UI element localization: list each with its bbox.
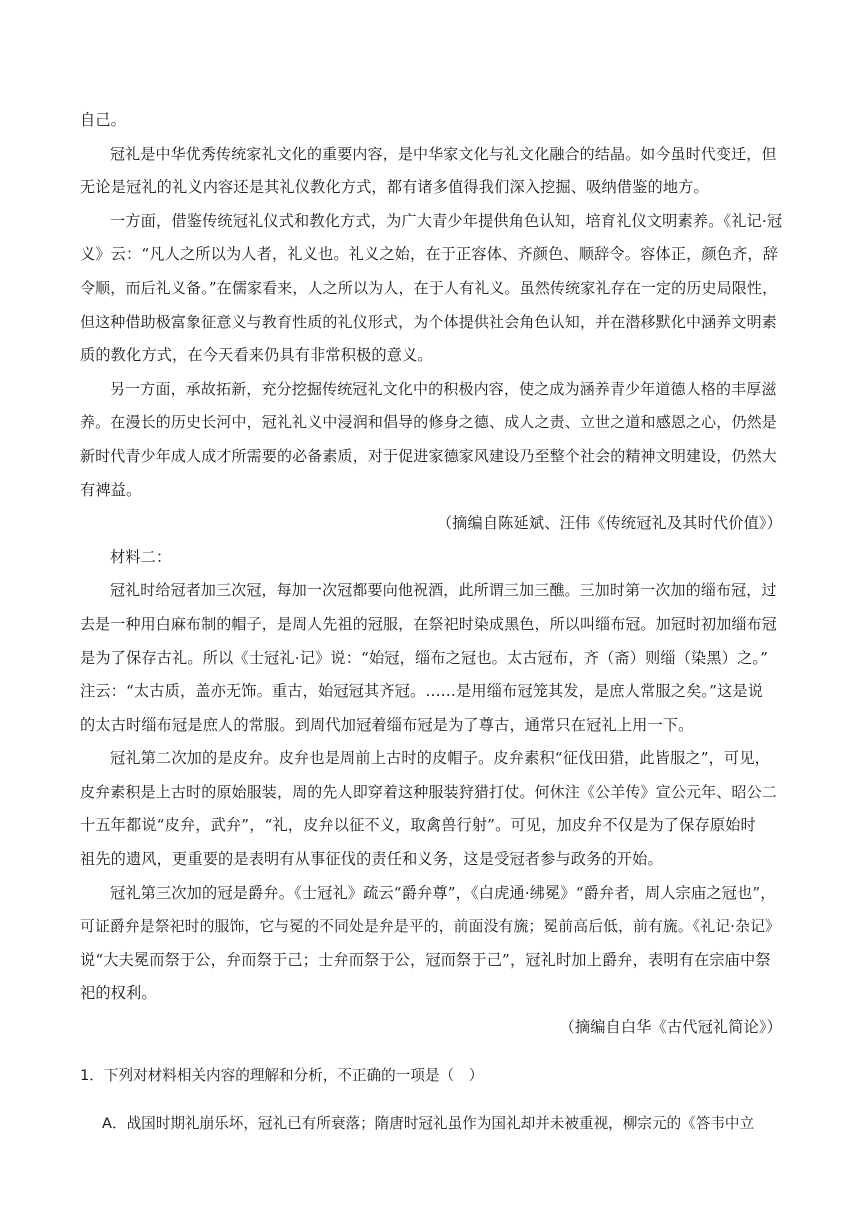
text-line: 义》云：“凡人之所以为人者，礼义也。礼义之始，在于正容体、齐颜色、顺辞令。容体正，颜色齐，辞 [80,245,779,264]
text-line: 质的教化方式，在今天看来仍具有非常积极的意义。 [80,346,433,365]
text-line: 令顺，而后礼义备。”在儒家看来，人之所以为人，在于人有礼义。虽然传统家礼存在一定的历史局限性， [80,278,778,297]
source-citation: （摘编自白华《古代冠礼简论》） [559,1018,782,1037]
text-line: 但这种借助极富象征意义与教育性质的礼仪形式，为个体提供社会角色认知，并在潜移默化中涵养文明素 [80,312,777,331]
section-heading: 材料二： [110,547,172,566]
text-line: 祖先的遗风，更重要的是表明有从事征伐的责任和义务，这是受冠者参与政务的开始。 [80,850,663,869]
text-line: 有裨益。 [80,480,142,499]
text-line: 一方面，借鉴传统冠礼仪式和教化方式，为广大青少年提供角色认知，培育礼仪文明素养。《礼记·冠 [110,211,783,230]
text-line: 皮弁素积是上古时的原始服装，周的先人即穿着这种服装狩猎打仗。何休注《公羊传》宣公元年、昭公二 [80,782,777,801]
text-line: 冠礼是中华优秀传统家礼文化的重要内容，是中华家文化与礼文化融合的结晶。如今虽时代变迁，但 [110,144,777,163]
text-line: 注云：“太古质，盖亦无饰。重古，始冠冠其齐冠。……是用缁布冠笼其发，是庶人常服之矣。”这是说 [80,682,764,701]
document-page [80,104,782,1156]
text-line: 自己。 [80,111,127,129]
text-line: 冠礼第二次加的是皮弁。皮弁也是周前上古时的皮帽子。皮弁素积“征伐田猎，此皆服之”，可见， [110,749,771,768]
text-line: 无论是冠礼的礼义内容还是其礼仪教化方式，都有诸多值得我们深入挖掘、吸纳借鉴的地方。 [80,178,709,197]
source-citation: （摘编自陈延斌、汪伟《传统冠礼及其时代价值》） [436,514,782,533]
text-line: 说“大夫冕而祭于公，弁而祭于己；士弁而祭于公，冠而祭于己”，冠礼时加上爵弁，表明有在宗庙中祭 [80,950,771,969]
text-line: 冠礼第三次加的冠是爵弁。《士冠礼》疏云“爵弁尊”，《白虎通·绋冕》“爵弁者，周人宗庙之冠也”， [110,883,776,902]
text-line: 冠礼时给冠者加三次冠，每加一次冠都要向他祝酒，此所谓三加三醮。三加时第一次加的缁布冠，过 [110,581,777,600]
text-line: 另一方面，承故拓新，充分挖掘传统冠礼文化中的积极内容，使之成为涵养青少年道德人格的丰厚滋 [110,379,777,398]
text-line: 新时代青少年成人成才所需要的必备素质，对于促进家德家风建设乃至整个社会的精神文明建设，仍然大 [80,446,777,465]
question-stem: 1．下列对材料相关内容的理解和分析，不正确的一项是（ ） [80,1067,484,1085]
option-a: A．战国时期礼崩乐坏，冠礼已有所衰落；隋唐时冠礼虽作为国礼却并未被重视，柳宗元的《答韦中立 [102,1115,755,1133]
text-line: 养。在漫长的历史长河中，冠礼礼义中浸润和倡导的修身之德、成人之责、立世之道和感恩之心，仍然是 [80,413,777,432]
text-line: 祀的权利。 [80,984,157,1003]
text-line: 是为了保存古礼。所以《士冠礼·记》说：“始冠，缁布之冠也。太古冠布，齐（斋）则缁（染黑）之。” [80,648,769,667]
text-line: 十五年都说“皮弁，武弁”，“礼，皮弁以征不义，取禽兽行射”。可见，加皮弁不仅是为了保存原始时 [80,816,756,835]
text-line: 的太古时缁布冠是庶人的常服。到周代加冠着缁布冠是为了尊古，通常只在冠礼上用一下。 [80,715,694,734]
text-line: 去是一种用白麻布制的帽子，是周人先祖的冠服，在祭祀时染成黑色，所以叫缁布冠。加冠时初加缁布冠 [80,614,777,633]
text-line: 可证爵弁是祭祀时的服饰，它与冕的不同处是弁是平的，前面没有旒；冕前高后低，前有旒。《礼记·杂记》 [80,918,780,936]
